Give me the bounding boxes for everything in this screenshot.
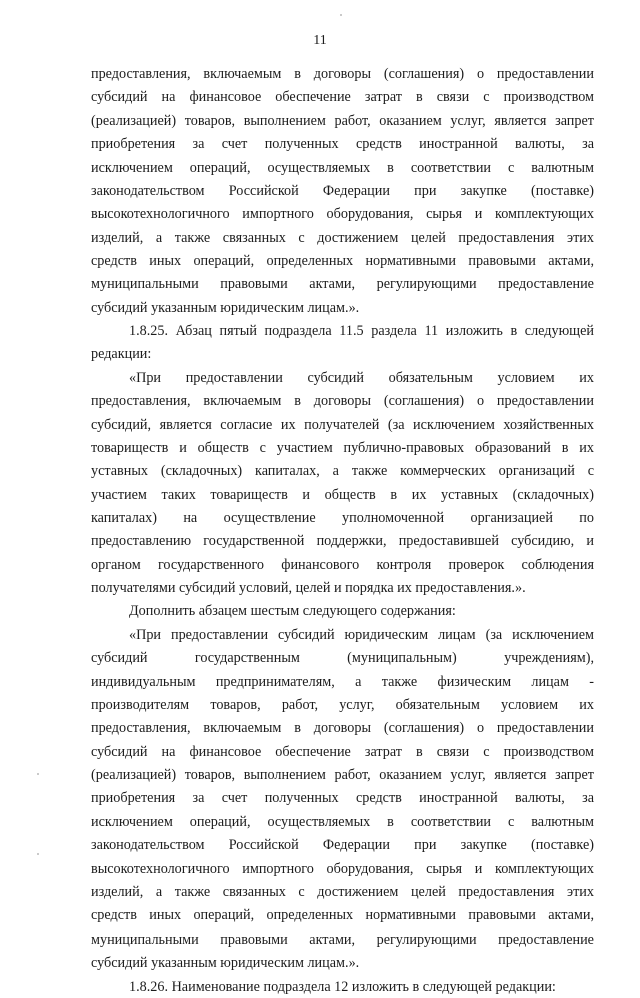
text-line: приобретения за счет полученных средств иностранной валюты, за: [91, 790, 594, 806]
text-line: редакции:: [91, 346, 152, 362]
text-line: 1.8.26. Наименование подраздела 12 изложить в следующей редакции:: [129, 978, 556, 995]
text-line: уставных (складочных) капиталах, а также коммерческих организаций с: [91, 463, 594, 479]
text-line: муниципальными правовыми актами, регулирующими предоставление: [91, 276, 594, 292]
text-line: предоставлению государственной поддержки, предоставившей субсидию, и: [91, 533, 594, 549]
text-line: изделий, а также связанных с достижением целей предоставления этих: [91, 230, 594, 246]
text-line: субсидий, является согласие их получателей (за исключением хозяйственных: [91, 417, 594, 433]
text-line: 1.8.25. Абзац пятый подраздела 11.5 раздела 11 изложить в следующей: [129, 323, 594, 339]
text-line: высокотехнологичного импортного оборудования, сырья и комплектующих: [91, 861, 594, 877]
text-line: исключением операций, осуществляемых в соответствии с валютным: [91, 814, 594, 830]
text-line: законодательством Российской Федерации при закупке (поставке): [91, 837, 594, 853]
text-line: средств иных операций, определенных нормативными правовыми актами,: [91, 253, 594, 269]
text-line: субсидий на финансовое обеспечение затрат в связи с производством: [91, 744, 594, 760]
text-line: законодательством Российской Федерации при закупке (поставке): [91, 183, 594, 199]
text-line: субсидий на финансовое обеспечение затрат в связи с производством: [91, 89, 594, 105]
text-line: предоставления, включаемым в договоры (соглашения) о предоставлении: [91, 393, 594, 409]
text-line: товариществ и обществ с участием публично-правовых образований в их: [91, 440, 594, 456]
text-line: органом государственного финансового контроля проверок соблюдения: [91, 557, 594, 573]
text-line: индивидуальным предпринимателям, а также физическим лицам -: [91, 674, 594, 690]
text-line: «При предоставлении субсидий обязательным условием их: [129, 370, 594, 386]
text-line: высокотехнологичного импортного оборудования, сырья и комплектующих: [91, 206, 594, 222]
text-line: исключением операций, осуществляемых в соответствии с валютным: [91, 160, 594, 176]
text-line: предоставления, включаемым в договоры (соглашения) о предоставлении: [91, 720, 594, 736]
text-line: «При предоставлении субсидий юридическим лицам (за исключением: [129, 627, 594, 643]
text-line: Дополнить абзацем шестым следующего содержания:: [129, 603, 456, 619]
text-line: предоставления, включаемым в договоры (соглашения) о предоставлении: [91, 66, 594, 82]
text-line: субсидий государственным (муниципальным) учреждениям),: [91, 650, 594, 666]
text-line: (реализацией) товаров, выполнением работ, оказанием услуг, является запрет: [91, 767, 594, 783]
text-line: капиталах) на осуществление уполномоченной организацией по: [91, 510, 594, 526]
scan-speck: [37, 853, 39, 855]
text-line: изделий, а также связанных с достижением целей предоставления этих: [91, 884, 594, 900]
text-line: субсидий указанным юридическим лицам.».: [91, 300, 360, 316]
page-number: 11: [313, 33, 327, 48]
scan-speck: [340, 14, 342, 16]
scan-speck: [37, 773, 39, 775]
text-line: участием таких товариществ и обществ в их уставных (складочных): [91, 487, 594, 503]
text-line: субсидий указанным юридическим лицам.».: [91, 955, 360, 972]
text-line: средств иных операций, определенных нормативными правовыми актами,: [91, 907, 594, 923]
text-line: производителям товаров, работ, услуг, обязательным условием их: [91, 697, 594, 713]
text-line: (реализацией) товаров, выполнением работ, оказанием услуг, является запрет: [91, 113, 594, 129]
text-line: получателями субсидий условий, целей и порядка их предоставления.».: [91, 580, 526, 596]
text-line: приобретения за счет полученных средств иностранной валюты, за: [91, 136, 594, 152]
text-line: муниципальными правовыми актами, регулирующими предоставление: [91, 931, 594, 948]
